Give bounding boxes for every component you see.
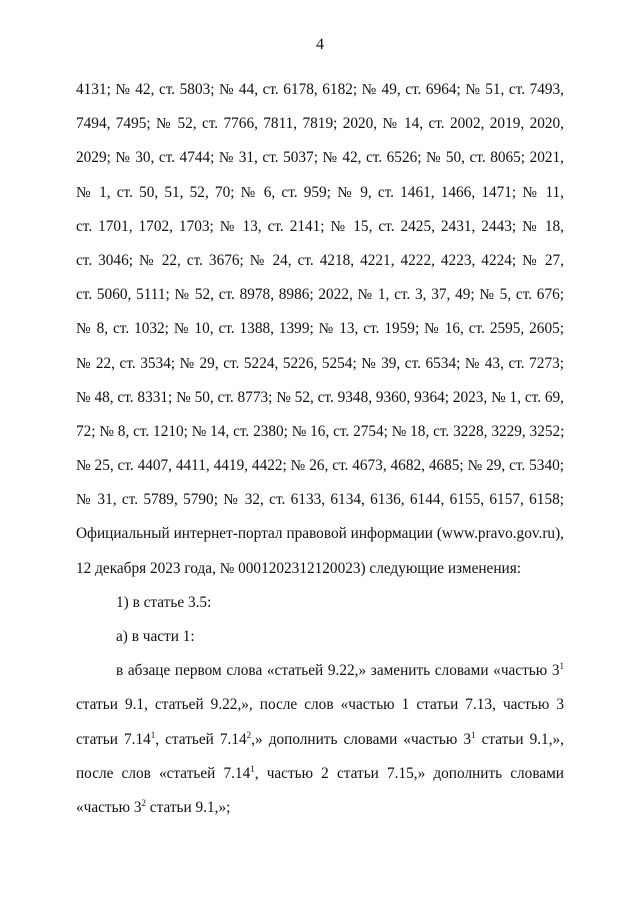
text-line: 2029; № 30, ст. 4744; № 31, ст. 5037; № 42, ст. 6526; № 50, ст. 8065; 2021,	[76, 149, 564, 167]
text-line: ст. 1701, 1702, 1703; № 13, ст. 2141; № 15, ст. 2425, 2431, 2443; № 18,	[76, 217, 564, 235]
text-line: № 22, ст. 3534; № 29, ст. 5224, 5226, 5254; № 39, ст. 6534; № 43, ст. 7273;	[76, 354, 564, 372]
text-line: ст. 5060, 5111; № 52, ст. 8978, 8986; 2022, № 1, ст. 3, 37, 49; № 5, ст. 676;	[76, 286, 564, 304]
text-line: ст. 3046; № 22, ст. 3676; № 24, ст. 4218, 4221, 4222, 4223, 4224; № 27,	[76, 251, 564, 269]
amendment-line: статьи 7.14$^1$, статьей 7.14$^2$,» дополнить словами «частью $3^1$ статьи 9.1,»,	[76, 729, 564, 748]
text-line: 4131; № 42, ст. 5803; № 44, ст. 6178, 6182; № 49, ст. 6964; № 51, ст. 7493,	[76, 81, 564, 98]
text-line: Официальный интернет-портал правовой информации (www.pravo.gov.ru),	[76, 525, 564, 543]
text-line: № 48, ст. 8331; № 50, ст. 8773; № 52, ст. 9348, 9360, 9364; 2023, № 1, ст. 69,	[76, 388, 564, 406]
page-number: 4	[316, 36, 324, 53]
text-line: 12 декабря 2023 года, № 0001202312120023) следующие изменения:	[76, 559, 521, 577]
item-1-heading: 1) в статье 3.5:	[116, 593, 212, 611]
text-line: № 8, ст. 1032; № 10, ст. 1388, 1399; № 13, ст. 1959; № 16, ст. 2595, 2605;	[76, 320, 564, 338]
item-a-heading: а) в части 1:	[116, 628, 195, 645]
text-line: № 1, ст. 50, 51, 52, 70; № 6, ст. 959; № 9, ст. 1461, 1466, 1471; № 11,	[76, 183, 564, 201]
text-line: № 25, ст. 4407, 4411, 4419, 4422; № 26, ст. 4673, 4682, 4685; № 29, ст. 5340;	[76, 457, 564, 475]
amendment-line: в абзаце первом слова «статьей 9.22,» заменить словами «частью $3^1$	[116, 661, 564, 680]
amendment-line: «частью $3^2$ статьи 9.1,»;	[76, 797, 231, 816]
document-body	[76, 73, 564, 825]
text-line: № 31, ст. 5789, 5790; № 32, ст. 6133, 6134, 6136, 6144, 6155, 6157, 6158;	[76, 491, 564, 509]
amendment-line: статьи 9.1, статьей 9.22,», после слов «частью 1 статьи 7.13, частью 3	[76, 696, 564, 714]
text-line: 72; № 8, ст. 1210; № 14, ст. 2380; № 16, ст. 2754; № 18, ст. 3228, 3229, 3252;	[76, 422, 565, 440]
text-line: 7494, 7495; № 52, ст. 7766, 7811, 7819; 2020, № 14, ст. 2002, 2019, 2020,	[76, 115, 564, 133]
amendment-line: после слов «статьей 7.14$^1$, частью 2 статьи 7.15,» дополнить словами	[76, 763, 564, 782]
